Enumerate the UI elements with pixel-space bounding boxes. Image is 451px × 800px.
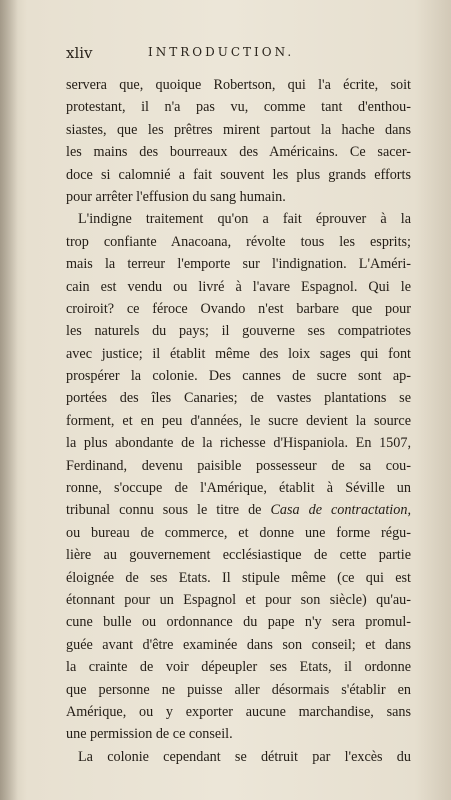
page-header — [66, 44, 411, 66]
text-line: une permission de ce conseil. — [66, 726, 233, 743]
text-line: éloignée de ses Etats. Il stipule même (ce qui est — [66, 569, 411, 586]
text-line: guée avant d'être examinée dans son conseil; et dans — [66, 636, 411, 653]
text-line: lière au gouvernement ecclésiastique de cette partie — [66, 547, 411, 564]
text-line: ou bureau de commerce, et donne une forme régu- — [66, 524, 411, 541]
text-line: que personne ne puisse aller désormais s'établir en — [66, 681, 411, 698]
text-line: portées des îles Canaries; de vastes plantations se — [66, 390, 411, 407]
text-line: les naturels du pays; il gouverne ses compatriotes — [66, 323, 411, 340]
text-line: cune bulle ou ordonnance du pape n'y sera promul- — [66, 614, 411, 631]
text-line: servera que, quoique Robertson, qui l'a écrite, soit — [66, 77, 411, 93]
text-line: L'indigne traitement qu'on a fait éprouver à la — [78, 211, 411, 228]
gutter-shadow — [0, 0, 18, 800]
text-line: prospérer la colonie. Des cannes de sucre sont ap- — [66, 368, 411, 385]
text-line: la plus abondante de la richesse d'Hispaniola. En 1507, — [66, 435, 411, 452]
text-fragment: tribunal connu sous le titre de — [66, 502, 271, 519]
text-line-with-title — [66, 499, 411, 521]
text-line: pour arrêter l'effusion du sang humain. — [66, 188, 286, 205]
running-head: INTRODUCTION. — [148, 45, 295, 59]
text-line: Amérique, ou y exporter aucune marchandise, sans — [66, 703, 411, 720]
text-line: Ferdinand, devenu paisible possesseur de sa cou- — [66, 457, 411, 474]
text-line: avec justice; il établit même des loix sages qui font — [66, 345, 411, 362]
text-line: mais la terreur l'emporte sur l'indignation. L'Améri- — [66, 256, 411, 273]
text-line: croiroit? ce féroce Ovando n'est barbare que pour — [66, 300, 411, 317]
text-line: les mains des bourreaux des Américains. Ce sacer- — [66, 144, 411, 161]
text-line: doce si calomnié a fait souvent les plus grands efforts — [66, 166, 411, 183]
text-line: La colonie cependant se détruit par l'excès du — [78, 748, 411, 765]
body-text — [66, 74, 411, 768]
text-line: cain est vendu ou livré à l'avare Espagnol. Qui le — [66, 278, 411, 295]
text-line: ronne, s'occupe de l'Amérique, établit à Séville un — [66, 480, 411, 497]
italic-title: Casa de contractation, — [270, 502, 411, 519]
page-number: xliv — [66, 44, 93, 62]
text-line: siastes, que les prêtres mirent partout la hache dans — [66, 121, 411, 138]
text-line: étonnant pour un Espagnol et pour son siècle) qu'au- — [66, 591, 411, 608]
text-line: trop confiante Anacoana, révolte tous les esprits; — [66, 233, 411, 250]
text-line: protestant, il n'a pas vu, comme tant d'enthou- — [66, 99, 411, 116]
text-line: la crainte de voir dépeupler ses Etats, il ordonne — [66, 659, 411, 676]
text-line: forment, et en peu d'années, le sucre devient la source — [66, 412, 411, 429]
